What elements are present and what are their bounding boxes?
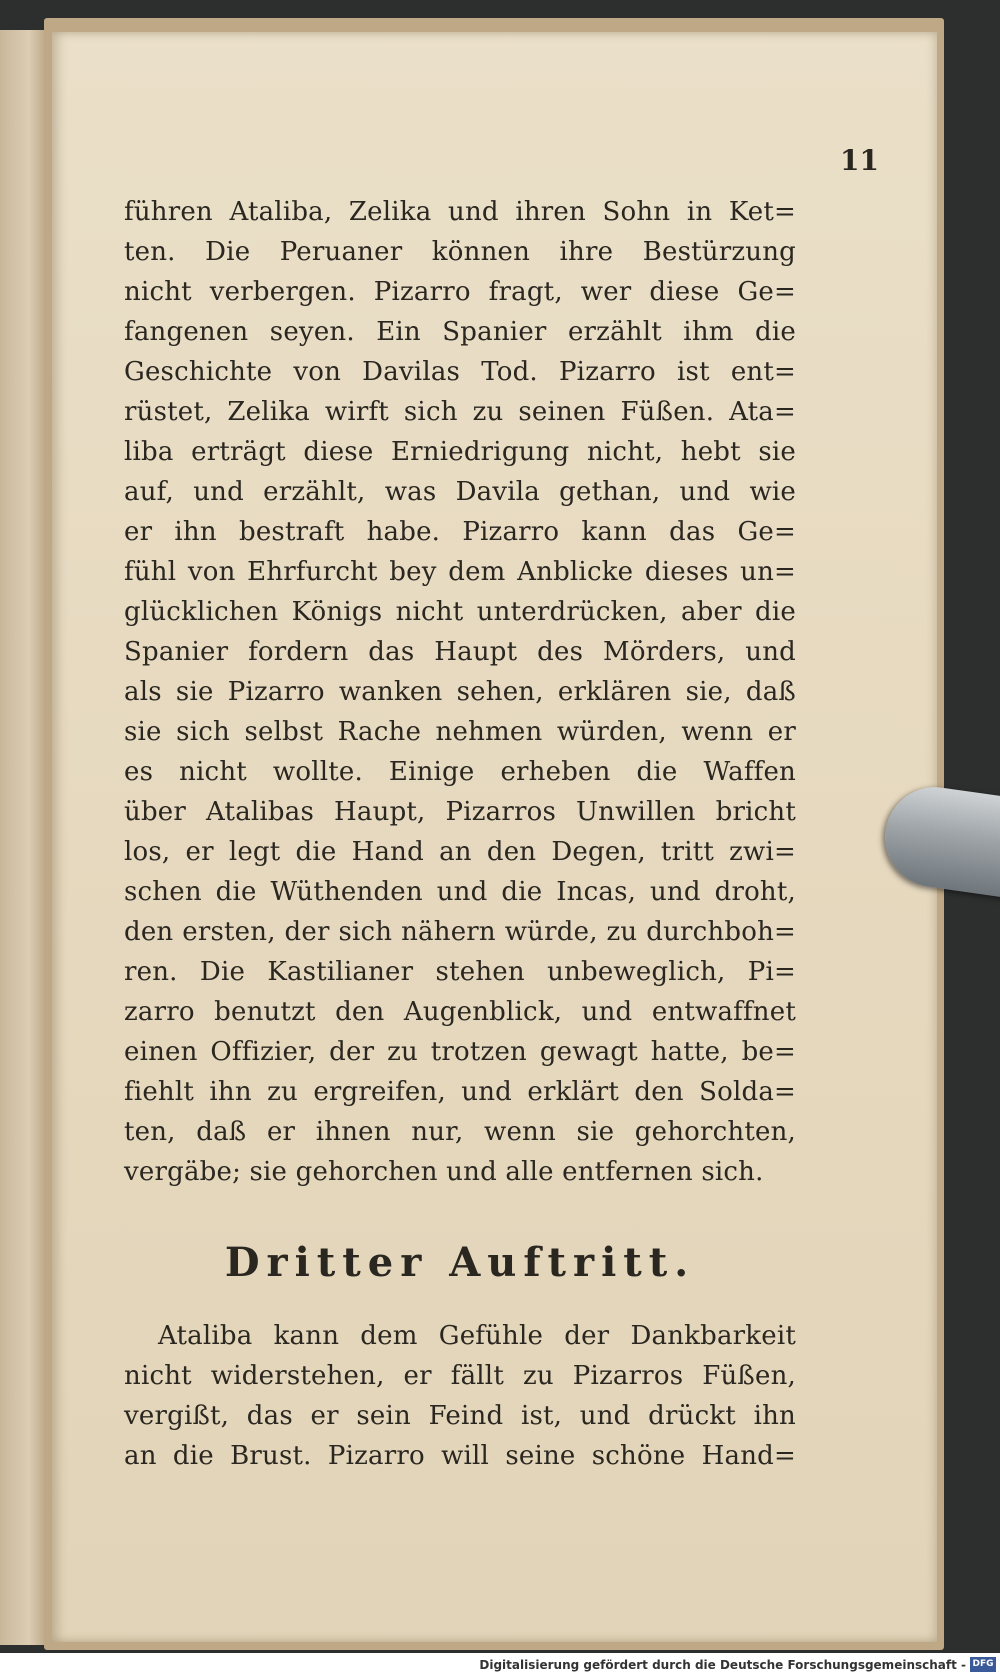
text-line: vergißt, das er sein Feind ist, und drückt ihn [124, 1401, 796, 1431]
text-line: Spanier fordern das Haupt des Mörders, und [124, 637, 796, 667]
text-line: ren. Die Kastilianer stehen unbeweglich, Pi= [124, 957, 796, 987]
previous-page-edge [0, 30, 48, 1645]
text-line: über Atalibas Haupt, Pizarros Unwillen bricht [124, 797, 796, 827]
text-line: es nicht wollte. Einige erheben die Waffen [124, 757, 796, 787]
text-line: führen Ataliba, Zelika und ihren Sohn in Ket= [124, 197, 796, 227]
text-line: ten, daß er ihnen nur, wenn sie gehorchten, [124, 1117, 796, 1147]
text-line: nicht widerstehen, er fällt zu Pizarros Füßen, [124, 1361, 796, 1391]
page-number: 11 [840, 144, 879, 177]
text-line: vergäbe; sie gehorchen und alle entfernen sich. [124, 1157, 764, 1187]
scene-heading: Dritter Auftritt. [224, 1239, 696, 1286]
text-line: zarro benutzt den Augenblick, und entwaffnet [124, 997, 796, 1027]
text-line: glücklichen Königs nicht unterdrücken, aber die [124, 597, 796, 627]
text-line: rüstet, Zelika wirft sich zu seinen Füßen. Ata= [124, 397, 796, 427]
text-line: fangenen seyen. Ein Spanier erzählt ihm die [124, 317, 796, 347]
text-line: ten. Die Peruaner können ihre Bestürzung [124, 237, 796, 267]
page-text [124, 192, 796, 1476]
text-line: nicht verbergen. Pizarro fragt, wer diese Ge= [124, 277, 796, 307]
text-line: liba erträgt diese Erniedrigung nicht, hebt sie [124, 437, 796, 467]
text-line: fühl von Ehrfurcht bey dem Anblicke dieses un= [124, 557, 796, 587]
text-line: den ersten, der sich nähern würde, zu durchboh= [124, 917, 796, 947]
text-line: auf, und erzählt, was Davila gethan, und wie [124, 477, 796, 507]
text-line: fiehlt ihn zu ergreifen, und erklärt den Solda= [124, 1077, 796, 1107]
book-page [52, 32, 937, 1642]
text-line: als sie Pizarro wanken sehen, erklären sie, daß [124, 677, 796, 707]
text-line: an die Brust. Pizarro will seine schöne Hand= [124, 1441, 796, 1471]
text-line: schen die Wüthenden und die Incas, und droht, [124, 877, 796, 907]
text-line: Geschichte von Davilas Tod. Pizarro ist ent= [124, 357, 796, 387]
text-line: er ihn bestraft habe. Pizarro kann das Ge= [124, 517, 796, 547]
text-line: sie sich selbst Rache nehmen würden, wenn er [124, 717, 796, 747]
attribution-text: Digitalisierung gefördert durch die Deutsche Forschungsgemeinschaft - [479, 1658, 966, 1672]
text-line: Ataliba kann dem Gefühle der Dankbarkeit [158, 1321, 796, 1351]
text-line: einen Offizier, der zu trotzen gewagt hatte, be= [124, 1037, 796, 1067]
attribution-bar [0, 1653, 1000, 1675]
dfg-logo: DFG [970, 1657, 996, 1672]
text-line: los, er legt die Hand an den Degen, tritt zwi= [124, 837, 796, 867]
